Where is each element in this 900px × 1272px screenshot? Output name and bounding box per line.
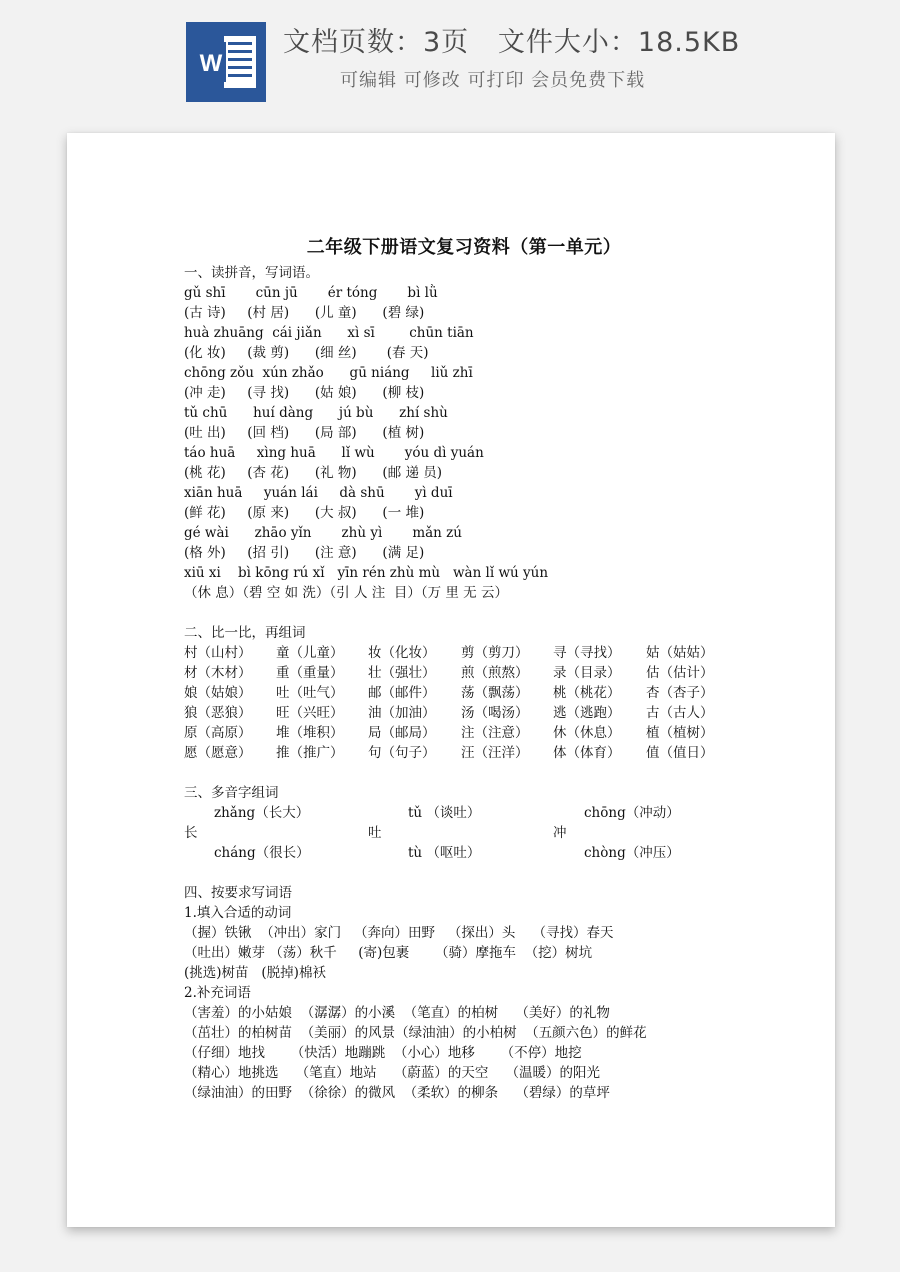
- pinyin-line: gǔ shī cūn jū ér tóng bì lǜ: [184, 285, 438, 301]
- compare-word: 体（体育）: [553, 745, 621, 761]
- subsection-heading: 1.填入合适的动词: [184, 905, 292, 921]
- pinyin-line: táo huā xìng huā lǐ wù yóu dì yuán: [184, 445, 484, 461]
- compare-word: 妆（化妆）: [368, 645, 436, 661]
- polyphone-row-bottom: [184, 843, 744, 863]
- verb-line: （握）铁锹 （冲出）家门 （奔向）田野 （探出）头 （寻找）春天: [184, 925, 614, 941]
- pinyin-line: gé wài zhāo yǐn zhù yì mǎn zú: [184, 525, 462, 541]
- compare-word: 局（邮局）: [368, 725, 436, 741]
- verb-line: (挑选)树苗 (脱掉)棉袄: [184, 965, 326, 981]
- word-line: (吐 出) (回 档) (局 部) (植 树): [184, 425, 425, 441]
- polyphone-word: chòng（冲压）: [584, 845, 680, 861]
- compare-word: 童（儿童）: [276, 645, 344, 661]
- word-doc-icon: [186, 22, 266, 102]
- compare-word: 壮（强壮）: [368, 665, 436, 681]
- compare-row: [184, 723, 744, 743]
- phrase-line: （害羞）的小姑娘 （潺潺）的小溪 （笔直）的柏树 （美好）的礼物: [184, 1005, 610, 1021]
- compare-word: 值（值日）: [646, 745, 714, 761]
- word-line: (古 诗) (村 居) (儿 童) (碧 绿): [184, 305, 425, 321]
- compare-row: [184, 663, 744, 683]
- compare-word: 煎（煎熬）: [461, 665, 529, 681]
- compare-word: 油（加油）: [368, 705, 436, 721]
- compare-word: 植（植树）: [646, 725, 714, 741]
- polyphone-word: chōng（冲动）: [584, 805, 680, 821]
- compare-word: 古（古人）: [646, 705, 714, 721]
- phrase-line: （绿油油）的田野 （徐徐）的微风 （柔软）的柳条 （碧绿）的草坪: [184, 1085, 610, 1101]
- compare-row: [184, 643, 744, 663]
- word-line: (冲 走) (寻 找) (姑 娘) (柳 枝): [184, 385, 425, 401]
- word-line: (格 外) (招 引) (注 意) (满 足): [184, 545, 425, 561]
- compare-word: 估（估计）: [646, 665, 714, 681]
- phrase-line: （仔细）地找 （快活）地蹦跳 （小心）地移 （不停）地挖: [184, 1045, 582, 1061]
- compare-row: [184, 743, 744, 763]
- document-title: 二年级下册语文复习资料（第一单元）: [306, 237, 622, 258]
- phrase-line: （精心）地挑选 （笔直）地站 （蔚蓝）的天空 （温暖）的阳光: [184, 1065, 600, 1081]
- polyphone-word: zhǎng（长大）: [214, 805, 310, 821]
- compare-word: 荡（飘荡）: [461, 685, 529, 701]
- phrase-line: （茁壮）的柏树苗 （美丽）的风景（绿油油）的小柏树 （五颜六色）的鲜花: [184, 1025, 647, 1041]
- compare-word: 录（目录）: [553, 665, 621, 681]
- compare-word: 狼（恶狼）: [184, 705, 252, 721]
- compare-word: 旺（兴旺）: [276, 705, 344, 721]
- polyphone-row-chars: [184, 823, 744, 843]
- compare-word: 姑（姑姑）: [646, 645, 714, 661]
- compare-word: 寻（寻找）: [553, 645, 621, 661]
- compare-word: 村（山村）: [184, 645, 252, 661]
- compare-word: 重（重量）: [276, 665, 344, 681]
- verb-line: （吐出）嫩芽 （荡）秋千 (寄)包裹 （骑）摩拖车 （挖）树坑: [184, 945, 593, 961]
- pinyin-line: huà zhuāng cái jiǎn xì sī chūn tiān: [184, 325, 474, 341]
- pinyin-line: tǔ chū huí dàng jú bù zhí shù: [184, 405, 448, 421]
- word-line: （休 息）（碧 空 如 洗）（引 人 注 目）（万 里 无 云）: [184, 585, 508, 601]
- section-heading: 二、比一比，再组词: [184, 625, 306, 641]
- polyphone-word: tù （呕吐）: [408, 845, 481, 861]
- compare-word: 句（句子）: [368, 745, 436, 761]
- compare-row: [184, 703, 744, 723]
- polyphone-word: tǔ （谈吐）: [408, 805, 481, 821]
- word-line: (鲜 花) (原 来) (大 叔) (一 堆): [184, 505, 425, 521]
- compare-word: 汤（喝汤）: [461, 705, 529, 721]
- section-heading: 一、读拼音，写词语。: [184, 265, 319, 281]
- polyphone-char: 冲: [553, 825, 567, 841]
- polyphone-row-top: [184, 803, 744, 823]
- polyphone-word: cháng（很长）: [214, 845, 310, 861]
- compare-word: 愿（愿意）: [184, 745, 252, 761]
- compare-row: [184, 683, 744, 703]
- compare-word: 吐（吐气）: [276, 685, 344, 701]
- polyphone-char: 吐: [368, 825, 382, 841]
- document-page: [67, 133, 835, 1227]
- compare-word: 汪（汪洋）: [461, 745, 529, 761]
- section-heading: 三、多音字组词: [184, 785, 279, 801]
- file-info-subtitle: 可编辑 可修改 可打印 会员免费下载: [340, 70, 646, 91]
- compare-word: 桃（桃花）: [553, 685, 621, 701]
- pinyin-line: xiū xi bì kōng rú xǐ yīn rén zhù mù wàn lǐ wú yún: [184, 565, 549, 581]
- word-icon-letter: W: [199, 50, 223, 77]
- subsection-heading: 2.补充词语: [184, 985, 251, 1001]
- compare-word: 材（木材）: [184, 665, 252, 681]
- section-heading: 四、按要求写词语: [184, 885, 292, 901]
- compare-word: 推（推广）: [276, 745, 344, 761]
- compare-word: 逃（逃跑）: [553, 705, 621, 721]
- compare-word: 休（休息）: [553, 725, 621, 741]
- compare-word: 剪（剪刀）: [461, 645, 529, 661]
- polyphone-char: 长: [184, 825, 198, 841]
- document-body: [184, 233, 744, 1103]
- compare-word: 邮（邮件）: [368, 685, 436, 701]
- pinyin-line: xiān huā yuán lái dà shū yì duī: [184, 485, 453, 501]
- compare-word: 杏（杏子）: [646, 685, 714, 701]
- compare-word: 注（注意）: [461, 725, 529, 741]
- compare-word: 娘（姑娘）: [184, 685, 252, 701]
- compare-word: 原（高原）: [184, 725, 252, 741]
- word-line: (化 妆) (裁 剪) (细 丝) (春 天): [184, 345, 429, 361]
- word-line: (桃 花) (杏 花) (礼 物) (邮 递 员): [184, 465, 443, 481]
- file-info-title: 文档页数：3页 文件大小：18.5KB: [283, 27, 741, 58]
- pinyin-line: chōng zǒu xún zhǎo gū niáng liǔ zhī: [184, 365, 473, 381]
- compare-word: 堆（堆积）: [276, 725, 344, 741]
